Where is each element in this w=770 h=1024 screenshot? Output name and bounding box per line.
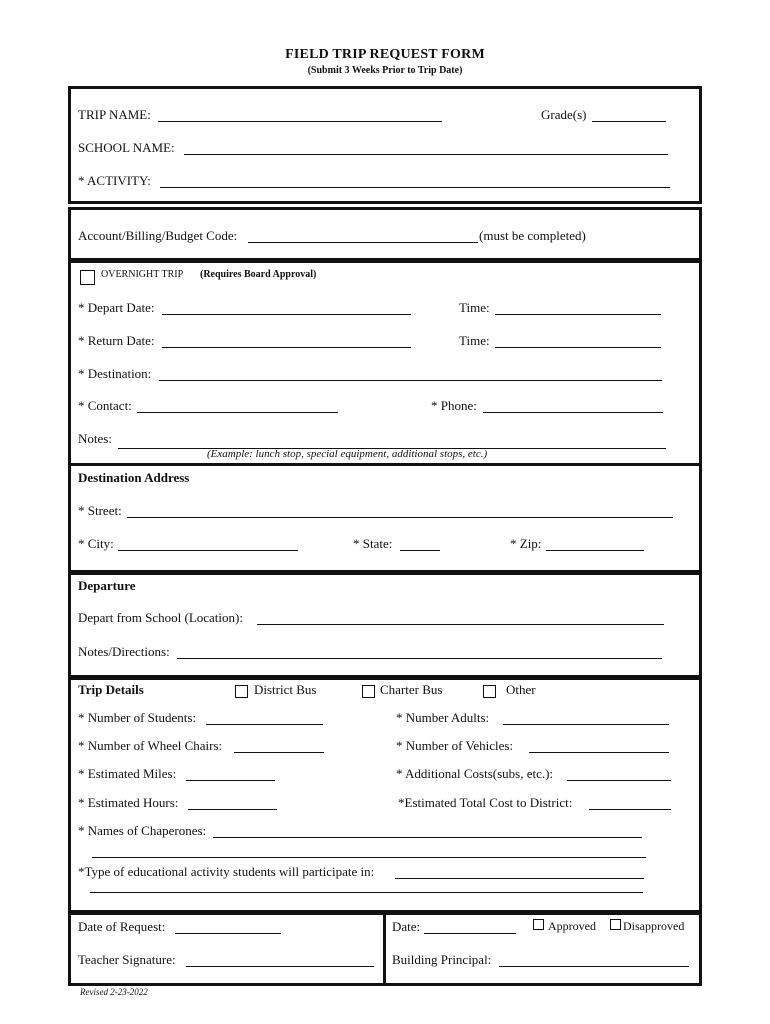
grades-field[interactable]	[592, 121, 666, 122]
depart-time-label: Time:	[459, 300, 490, 315]
school-name-label: SCHOOL NAME:	[78, 140, 175, 155]
additional-costs-label: * Additional Costs(subs, etc.):	[396, 766, 554, 781]
school-name-field[interactable]	[184, 154, 668, 155]
chaperones-label: * Names of Chaperones:	[78, 823, 207, 838]
est-hours-field[interactable]	[188, 809, 277, 810]
notes-label: Notes:	[78, 431, 112, 446]
billing-required-note: (must be completed)	[479, 228, 586, 243]
return-time-field[interactable]	[495, 347, 661, 348]
depart-location-field[interactable]	[257, 624, 664, 625]
contact-field[interactable]	[137, 412, 338, 413]
date-of-request-field[interactable]	[175, 933, 281, 934]
disapproved-label: Disapproved	[623, 919, 685, 933]
teacher-signature-field[interactable]	[186, 966, 374, 967]
approval-date-field[interactable]	[424, 933, 516, 934]
overnight-label: OVERNIGHT TRIP	[101, 269, 184, 280]
zip-field[interactable]	[546, 550, 644, 551]
activity-field[interactable]	[160, 187, 670, 188]
building-principal-field[interactable]	[499, 966, 689, 967]
form-subtitle: (Submit 3 Weeks Prior to Trip Date)	[307, 65, 463, 76]
return-time-label: Time:	[459, 333, 490, 348]
num-adults-label: * Number Adults:	[396, 710, 490, 725]
num-vehicles-label: * Number of Vehicles:	[396, 738, 514, 753]
num-vehicles-field[interactable]	[529, 752, 669, 753]
destination-field[interactable]	[159, 380, 662, 381]
activity-type-label: *Type of educational activity students will participate in:	[78, 864, 375, 879]
revised-date: Revised 2-23-2022	[80, 987, 148, 997]
contact-label: * Contact:	[78, 398, 132, 413]
notes-example: (Example: lunch stop, special equipment, additional stops, etc.)	[207, 448, 488, 460]
charter-bus-checkbox[interactable]	[362, 685, 375, 698]
overnight-checkbox[interactable]	[80, 270, 95, 285]
phone-label: * Phone:	[431, 398, 477, 413]
num-wheelchairs-label: * Number of Wheel Chairs:	[78, 738, 223, 753]
state-label: * State:	[353, 536, 393, 551]
num-adults-field[interactable]	[503, 724, 669, 725]
chaperones-field[interactable]	[213, 837, 642, 838]
overnight-note: (Requires Board Approval)	[200, 269, 317, 280]
depart-time-field[interactable]	[495, 314, 661, 315]
approved-checkbox[interactable]	[533, 919, 544, 930]
billing-code-field[interactable]	[248, 242, 478, 243]
additional-costs-field[interactable]	[567, 780, 671, 781]
approved-label: Approved	[548, 919, 596, 933]
directions-field[interactable]	[177, 658, 662, 659]
zip-label: * Zip:	[510, 536, 542, 551]
chaperones-field-line-2[interactable]	[92, 857, 646, 858]
return-date-label: * Return Date:	[78, 333, 155, 348]
city-label: * City:	[78, 536, 114, 551]
destination-address-heading: Destination Address	[78, 470, 190, 485]
trip-details-heading: Trip Details	[78, 682, 144, 697]
district-bus-label: District Bus	[254, 682, 317, 697]
num-students-label: * Number of Students:	[78, 710, 197, 725]
date-of-request-label: Date of Request:	[78, 919, 166, 934]
teacher-signature-label: Teacher Signature:	[78, 952, 176, 967]
other-label: Other	[506, 682, 536, 697]
grades-label: Grade(s)	[541, 107, 587, 122]
other-checkbox[interactable]	[483, 685, 496, 698]
activity-type-field-line-2[interactable]	[90, 892, 643, 893]
district-bus-checkbox[interactable]	[235, 685, 248, 698]
depart-date-field[interactable]	[162, 314, 411, 315]
depart-location-label: Depart from School (Location):	[78, 610, 243, 625]
city-field[interactable]	[118, 550, 298, 551]
signature-divider	[383, 912, 386, 986]
directions-label: Notes/Directions:	[78, 644, 170, 659]
return-date-field[interactable]	[162, 347, 411, 348]
street-field[interactable]	[127, 517, 673, 518]
depart-date-label: * Depart Date:	[78, 300, 155, 315]
building-principal-label: Building Principal:	[392, 952, 492, 967]
activity-label: * ACTIVITY:	[78, 173, 151, 188]
num-wheelchairs-field[interactable]	[234, 752, 324, 753]
charter-bus-label: Charter Bus	[380, 682, 443, 697]
billing-code-label: Account/Billing/Budget Code:	[78, 228, 238, 243]
est-hours-label: * Estimated Hours:	[78, 795, 179, 810]
schedule-section	[68, 260, 702, 466]
disapproved-checkbox[interactable]	[610, 919, 621, 930]
est-total-cost-label: *Estimated Total Cost to District:	[398, 795, 573, 810]
approval-date-label: Date:	[392, 919, 421, 934]
street-label: * Street:	[78, 503, 122, 518]
destination-label: * Destination:	[78, 366, 152, 381]
phone-field[interactable]	[483, 412, 663, 413]
state-field[interactable]	[400, 550, 440, 551]
trip-name-label: TRIP NAME:	[78, 107, 151, 122]
est-miles-label: * Estimated Miles:	[78, 766, 177, 781]
departure-heading: Departure	[78, 578, 136, 593]
form-title: FIELD TRIP REQUEST FORM	[285, 47, 485, 62]
est-total-cost-field[interactable]	[589, 809, 671, 810]
trip-name-field[interactable]	[158, 121, 442, 122]
num-students-field[interactable]	[206, 724, 323, 725]
activity-type-field[interactable]	[395, 878, 644, 879]
est-miles-field[interactable]	[186, 780, 275, 781]
